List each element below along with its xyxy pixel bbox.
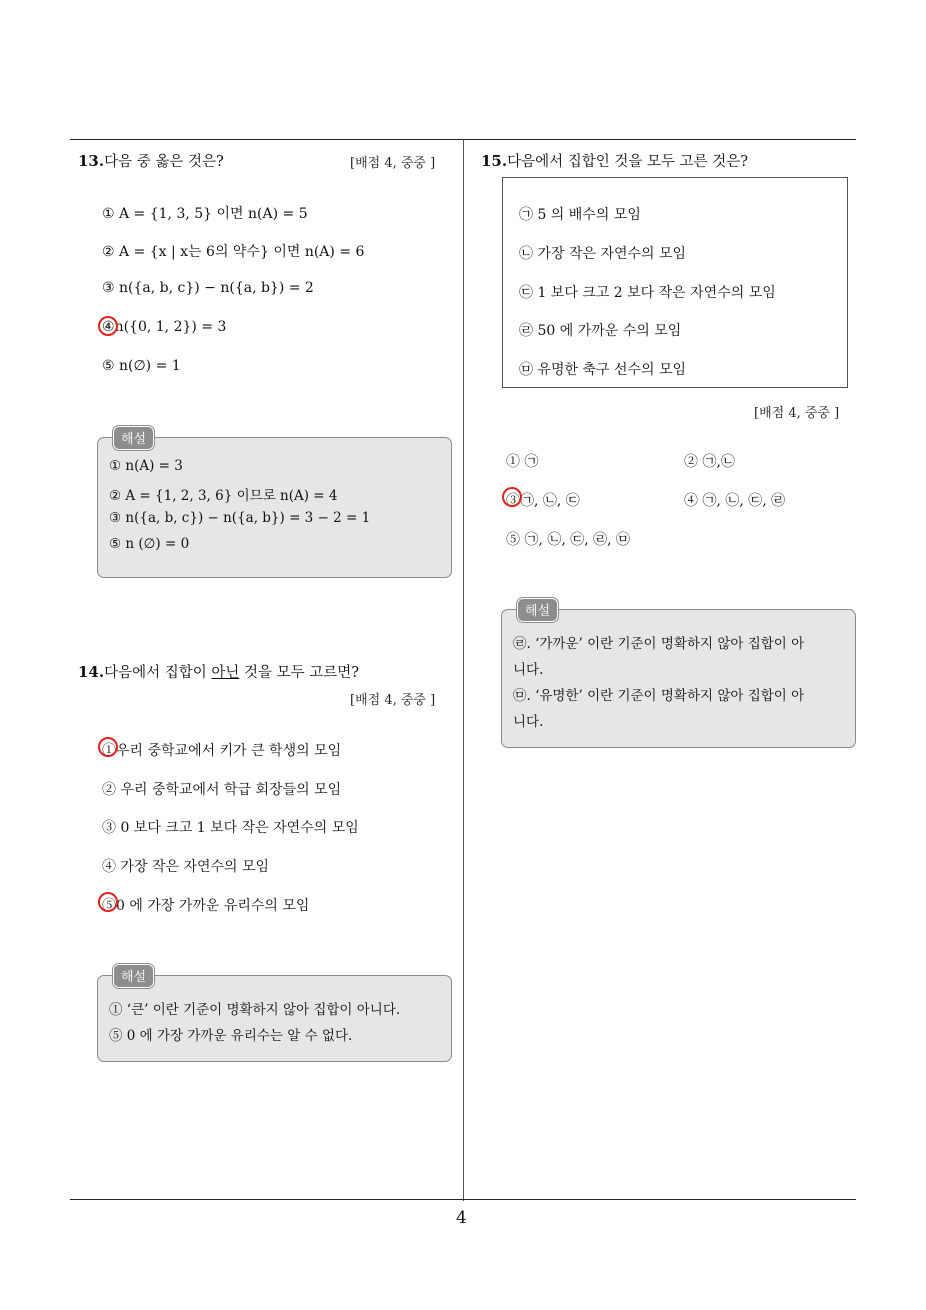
page-number: 4 xyxy=(456,1208,467,1228)
q14-explanation-line-2: ⑤ 0 에 가장 가까운 유리수는 알 수 없다. xyxy=(109,1028,353,1044)
q13-option-4-text: n({0, 1, 2}) = 3 xyxy=(114,319,227,335)
q13-explanation-box xyxy=(97,437,452,578)
question-15-score: [배점 4, 중중 ] xyxy=(754,406,840,421)
question-13-header xyxy=(78,150,224,171)
q14-option-2[interactable]: ② 우리 중학교에서 학급 회장들의 모임 xyxy=(102,782,342,798)
q13-option-4-numeral: ④ xyxy=(102,319,115,335)
question-14-text-before: 다음에서 집합이 xyxy=(104,665,212,681)
question-15-number: 15. xyxy=(481,152,508,170)
q14-option-5[interactable] xyxy=(102,895,309,915)
q13-option-5[interactable]: ⑤ n(∅) = 1 xyxy=(102,358,181,374)
q14-option-1-numeral: ① xyxy=(102,743,116,759)
q14-explanation-line-1: ① ‘큰’ 이란 기준이 명확하지 않아 집합이 아니다. xyxy=(109,1002,401,1018)
q15-item-5: ㉤ 유명한 축구 선수의 모임 xyxy=(519,362,687,378)
column-divider xyxy=(463,139,464,1201)
answer-mark-circle xyxy=(98,892,118,912)
q14-option-5-numeral: ⑤ xyxy=(102,898,116,914)
q13-option-1[interactable]: ① A = {1, 3, 5} 이면 n(A) = 5 xyxy=(102,206,308,222)
bottom-rule xyxy=(70,1199,856,1200)
question-14-text-underlined: 아닌 xyxy=(211,665,240,681)
q15-option-3-text: ㉠, ㉡, ㉢ xyxy=(520,493,580,509)
q14-option-1[interactable] xyxy=(102,740,341,760)
q13-explanation-line-3: ③ n({a, b, c}) − n({a, b}) = 3 − 2 = 1 xyxy=(109,510,371,526)
question-14-number: 14. xyxy=(78,663,105,681)
q15-item-3: ㉢ 1 보다 크고 2 보다 작은 자연수의 모임 xyxy=(519,285,776,301)
question-15-header xyxy=(481,150,748,171)
question-14-score: [배점 4, 중중 ] xyxy=(350,693,436,708)
q14-option-5-text: 0 에 가장 가까운 유리수의 모임 xyxy=(116,898,310,914)
q13-explanation-tag: 해설 xyxy=(113,426,154,450)
q13-explanation-line-1: ① n(A) = 3 xyxy=(109,458,183,474)
q15-item-4: ㉣ 50 에 가까운 수의 모임 xyxy=(519,323,682,339)
q15-explanation-line-4: 니다. xyxy=(513,714,544,730)
question-13-text: 다음 중 옳은 것은? xyxy=(104,154,224,170)
q13-option-3[interactable]: ③ n({a, b, c}) − n({a, b}) = 2 xyxy=(102,280,314,296)
q15-option-4[interactable]: ④ ㉠, ㉡, ㉢, ㉣ xyxy=(684,493,786,509)
q15-option-1[interactable]: ① ㉠ xyxy=(506,454,539,470)
q15-explanation-tag: 해설 xyxy=(517,598,558,622)
q15-explanation-line-2: 니다. xyxy=(513,662,544,678)
q13-explanation-line-2: ② A = {1, 2, 3, 6} 이므로 n(A) = 4 xyxy=(109,488,338,504)
q14-explanation-tag: 해설 xyxy=(113,964,154,988)
q15-explanation-line-3: ㉤. ‘유명한’ 이란 기준이 명확하지 않아 집합이 아 xyxy=(513,688,805,704)
q14-option-1-text: 우리 중학교에서 키가 큰 학생의 모임 xyxy=(116,743,342,759)
answer-mark-circle xyxy=(502,487,522,507)
answer-mark-circle xyxy=(98,316,118,336)
q15-explanation-box xyxy=(501,609,856,748)
q14-explanation-box xyxy=(97,975,452,1062)
question-13-number: 13. xyxy=(78,152,105,170)
q15-option-3-numeral: ③ xyxy=(506,493,520,509)
q15-option-5[interactable]: ⑤ ㉠, ㉡, ㉢, ㉣, ㉤ xyxy=(506,532,631,548)
answer-mark-circle xyxy=(98,737,118,757)
q15-option-2[interactable]: ② ㉠,㉡ xyxy=(684,454,735,470)
q14-option-4[interactable]: ④ 가장 작은 자연수의 모임 xyxy=(102,859,270,875)
question-14-header xyxy=(78,661,359,682)
q14-option-3[interactable]: ③ 0 보다 크고 1 보다 작은 자연수의 모임 xyxy=(102,820,359,836)
q15-item-1: ㉠ 5 의 배수의 모임 xyxy=(519,207,641,223)
q13-option-2[interactable]: ② A = {x | x는 6의 약수} 이면 n(A) = 6 xyxy=(102,244,365,260)
q15-explanation-line-1: ㉣. ‘가까운’ 이란 기준이 명확하지 않아 집합이 아 xyxy=(513,636,805,652)
q13-explanation-line-4: ⑤ n (∅) = 0 xyxy=(109,536,190,552)
q15-item-2: ㉡ 가장 작은 자연수의 모임 xyxy=(519,246,687,262)
question-14-text-after: 것을 모두 고르면? xyxy=(239,665,360,681)
q15-item-frame xyxy=(502,177,848,388)
q13-option-4[interactable] xyxy=(102,319,226,335)
question-13-score: [배점 4, 중중 ] xyxy=(350,156,436,171)
question-15-text: 다음에서 집합인 것을 모두 고른 것은? xyxy=(507,154,749,170)
